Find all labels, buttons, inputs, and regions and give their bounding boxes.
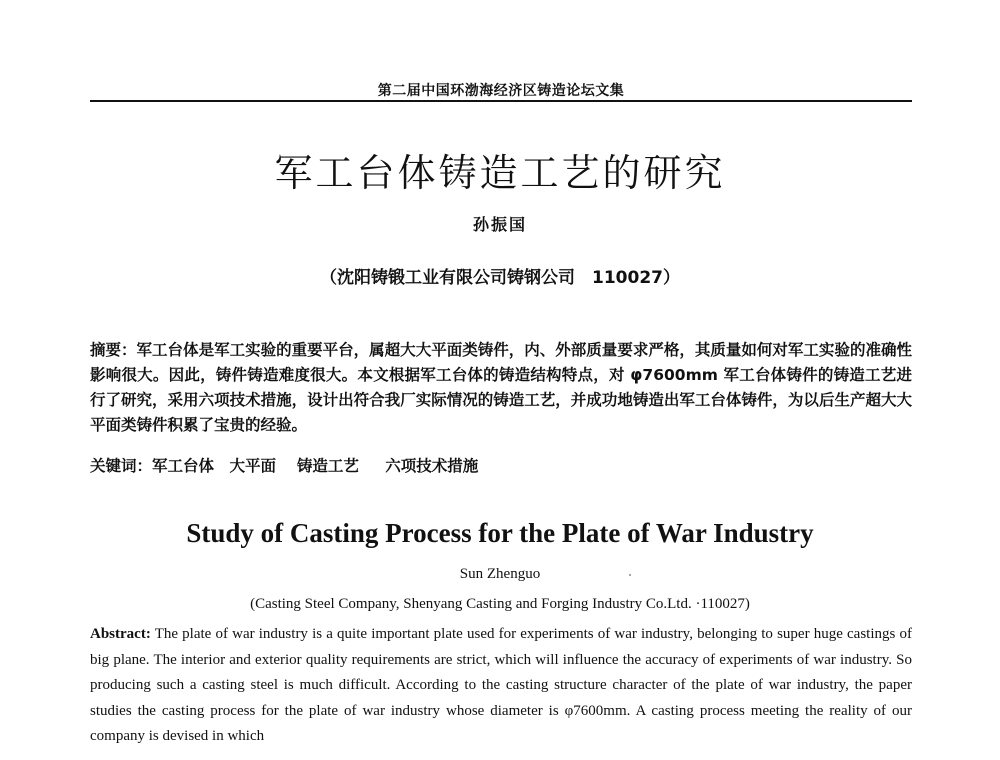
en-abstract [90,622,912,750]
header-rule [90,100,912,102]
cn-keywords [90,455,912,477]
en-title: Study of Casting Process for the Plate of War Industry [186,518,814,548]
cn-abstract-label: 摘要： [90,341,137,359]
en-abstract-label: Abstract: [90,626,151,642]
cn-author: 孙振国 [472,215,527,234]
cn-title: 军工台体铸造工艺的研究 [274,151,726,195]
cn-abstract-text: 军工台体是军工实验的重要平台，属超大大平面类铸件，内、外部质量要求严格，其质量如何对军工实验的准确性影响很大。因此，铸件铸造难度很大。本文根据军工台体的铸造结构特点，对 φ7600mm 军工台体铸件的铸造工艺进行了研究，采用六项技术措施，设计出符合我厂实际情况的铸造工艺，并成功地铸造出军工台体铸件，为以后生产超大大平面类铸件积累了宝贵的经验。 [90,341,912,434]
en-author: Sun Zhenguo [459,566,541,582]
cn-keywords-text: 军工台体 大平面 铸造工艺 六项技术措施 [152,457,479,475]
en-affiliation: (Casting Steel Company, Shenyang Casting and Forging Industry Co.Ltd. ·110027) [250,596,750,612]
cn-keywords-label: 关键词： [90,457,153,475]
cn-abstract [90,338,912,438]
cn-affiliation: （沈阳铸锻工业有限公司铸钢公司 110027） [320,268,680,288]
en-abstract-text: The plate of war industry is a quite important plate used for experiments of war industry, belonging to super huge castings of big plane. The interior and exterior quality requirements are strict, which will influence the accuracy of experiments of war industry. So producing such a casting steel is much difficult. According to the casting structure character of the plate of war industry, the paper studies the casting process for the plate of war industry whose diameter is φ7600mm. A casting process meeting the reality of our company is devised in which [90,626,912,745]
running-header: 第二届中国环渤海经济区铸造论坛文集 [377,83,625,99]
